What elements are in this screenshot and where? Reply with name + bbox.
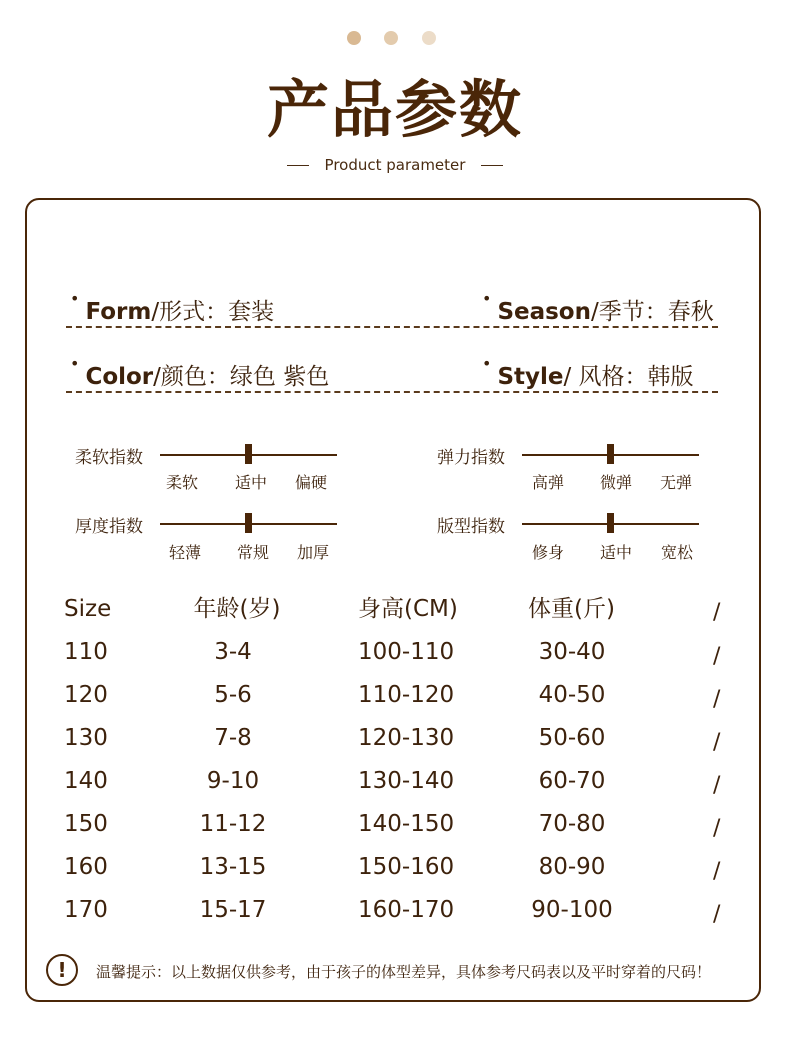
table-cell: 9-10 [206, 768, 260, 794]
attr-color-value: /颜色：绿色 紫色 [153, 364, 330, 390]
attr-style-value: / 风格：韩版 [563, 364, 694, 390]
table-header: Size [64, 596, 112, 622]
scale-tick: 宽松 [660, 543, 694, 562]
decorative-dots [347, 31, 447, 45]
table-cell: / [713, 687, 721, 712]
table-cell: 7-8 [214, 725, 252, 751]
table-cell: 130-140 [358, 768, 455, 794]
attr-form-value: /形式：套装 [151, 299, 275, 325]
bullet: • [70, 289, 80, 308]
attr-form [70, 289, 275, 327]
table-cell: 160-170 [358, 897, 455, 923]
scale-tick: 无弹 [659, 473, 693, 492]
attr-season-en: Season [497, 299, 591, 325]
table-cell: 120-130 [358, 725, 455, 751]
table-cell: 80-90 [538, 854, 606, 880]
table-cell: 60-70 [538, 768, 606, 794]
table-cell: / [713, 816, 721, 841]
scale-tick: 高弹 [531, 473, 565, 492]
bullet: • [482, 289, 492, 308]
scale-tick: 适中 [599, 543, 633, 562]
table-cell: 11-12 [199, 811, 267, 837]
table-cell: 70-80 [538, 811, 606, 837]
table-header: 身高(CM) [358, 596, 458, 622]
table-cell: 13-15 [199, 854, 267, 880]
attr-style-en: Style [497, 364, 564, 390]
scale-label: 版型指数 [437, 517, 505, 537]
attr-color-en: Color [85, 364, 154, 390]
table-cell: 3-4 [214, 639, 252, 665]
table-cell: 100-110 [358, 639, 455, 665]
scale-marker [607, 513, 614, 533]
scale-tick: 偏硬 [294, 473, 328, 492]
dashed-divider [66, 326, 718, 328]
scale-tick: 轻薄 [168, 543, 202, 562]
scale-label: 柔软指数 [75, 448, 143, 468]
table-header: 体重(斤) [528, 596, 615, 622]
table-cell: / [713, 902, 721, 927]
table-cell: 110-120 [358, 682, 455, 708]
table-cell: / [713, 644, 721, 669]
scale-tick: 柔软 [165, 473, 199, 492]
attr-season [482, 289, 714, 327]
bullet: • [70, 354, 80, 373]
scale-tick: 适中 [234, 473, 268, 492]
scale-tick: 加厚 [296, 543, 330, 562]
divider [287, 165, 309, 166]
attr-season-value: /季节：春秋 [591, 299, 714, 325]
dot-icon [422, 31, 436, 45]
scale-label: 厚度指数 [75, 517, 143, 537]
table-cell: 40-50 [538, 682, 606, 708]
table-cell: 30-40 [538, 639, 606, 665]
scale-label: 弹力指数 [437, 448, 505, 468]
page-title: 产品参数 [266, 73, 523, 146]
table-header: / [713, 600, 721, 625]
table-cell: 170 [64, 897, 108, 923]
dot-icon [347, 31, 361, 45]
divider [481, 165, 503, 166]
exclamation-icon: ! [46, 954, 78, 986]
table-cell: 5-6 [214, 682, 252, 708]
scale-tick: 微弹 [599, 473, 633, 492]
table-cell: / [713, 859, 721, 884]
attr-color [70, 354, 330, 392]
scale-tick: 修身 [531, 543, 565, 562]
attr-style [482, 354, 694, 392]
attr-form-en: Form [85, 299, 152, 325]
table-header: 年龄(岁) [193, 596, 281, 622]
table-cell: 90-100 [531, 897, 613, 923]
scale-marker [607, 444, 614, 464]
dashed-divider [66, 391, 718, 393]
bullet: • [482, 354, 492, 373]
table-cell: 150 [64, 811, 108, 837]
table-cell: 150-160 [358, 854, 455, 880]
table-cell: 50-60 [538, 725, 606, 751]
table-cell: 130 [64, 725, 108, 751]
scale-marker [245, 444, 252, 464]
scale-tick: 常规 [236, 543, 270, 562]
table-cell: 15-17 [199, 897, 267, 923]
table-cell: 140-150 [358, 811, 455, 837]
subtitle-text: Product parameter [324, 156, 466, 174]
table-cell: 120 [64, 682, 108, 708]
table-cell: 140 [64, 768, 108, 794]
notice-text: 温馨提示：以上数据仅供参考，由于孩子的体型差异，具体参考尺码表以及平时穿着的尺码！ [96, 963, 712, 981]
table-cell: 110 [64, 639, 108, 665]
table-cell: 160 [64, 854, 108, 880]
page-subtitle [0, 154, 790, 176]
table-cell: / [713, 730, 721, 755]
scale-marker [245, 513, 252, 533]
table-cell: / [713, 773, 721, 798]
dot-icon [384, 31, 398, 45]
